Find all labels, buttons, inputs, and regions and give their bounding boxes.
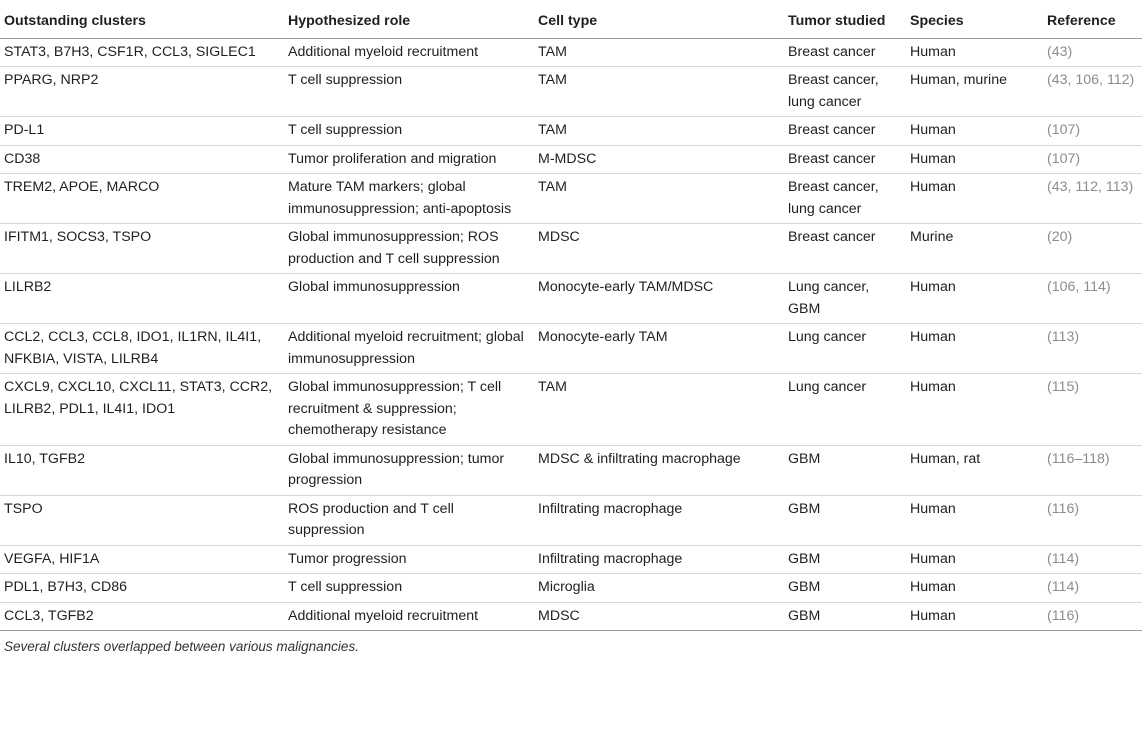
cell-species: Human, murine [906,67,1043,117]
cell-clusters: IL10, TGFB2 [0,445,284,495]
cell-clusters: STAT3, B7H3, CSF1R, CCL3, SIGLEC1 [0,38,284,67]
table-footnote: Several clusters overlapped between various malignancies. [4,639,359,654]
cell-reference: (43, 112, 113) [1043,174,1142,224]
cell-clusters: TREM2, APOE, MARCO [0,174,284,224]
cell-clusters: TSPO [0,495,284,545]
cell-type: Infiltrating macrophage [534,495,784,545]
cell-species: Human [906,274,1043,324]
cell-species: Human, rat [906,445,1043,495]
cell-clusters: IFITM1, SOCS3, TSPO [0,224,284,274]
table-row [0,545,1142,574]
cell-species: Human [906,602,1043,631]
cell-reference: (107) [1043,117,1142,146]
table-row [0,38,1142,67]
table-row [0,445,1142,495]
cell-tumor: GBM [784,574,906,603]
header-tumor-studied: Tumor studied [788,13,886,29]
cell-clusters: CXCL9, CXCL10, CXCL11, STAT3, CCR2, LILRB2, PDL1, IL4I1, IDO1 [0,374,284,446]
table-row [0,174,1142,224]
cell-tumor: Breast cancer [784,38,906,67]
cell-reference: (115) [1043,374,1142,446]
table-row [0,602,1142,631]
cell-reference: (114) [1043,574,1142,603]
table-row [0,324,1142,374]
cell-species: Human [906,38,1043,67]
cell-species: Human [906,495,1043,545]
cell-type: Monocyte-early TAM [534,324,784,374]
cell-clusters: PDL1, B7H3, CD86 [0,574,284,603]
cell-reference: (107) [1043,145,1142,174]
cell-clusters: PD-L1 [0,117,284,146]
cell-species: Human [906,174,1043,224]
table-row [0,67,1142,117]
table-row [0,274,1142,324]
cell-type: TAM [534,117,784,146]
cell-type: Microglia [534,574,784,603]
cell-reference: (113) [1043,324,1142,374]
cell-species: Human [906,545,1043,574]
table-row [0,145,1142,174]
table-row [0,224,1142,274]
cell-tumor: GBM [784,545,906,574]
cell-tumor: Breast cancer [784,117,906,146]
cell-reference: (114) [1043,545,1142,574]
header-reference: Reference [1047,13,1116,29]
header-species: Species [910,13,964,29]
cell-type: MDSC [534,224,784,274]
cell-reference: (106, 114) [1043,274,1142,324]
cell-clusters: CCL3, TGFB2 [0,602,284,631]
cell-type: TAM [534,174,784,224]
cell-role: T cell suppression [284,117,534,146]
cell-tumor: GBM [784,495,906,545]
cell-species: Human [906,574,1043,603]
cell-species: Human [906,145,1043,174]
cell-role: Additional myeloid recruitment [284,602,534,631]
cell-type: M-MDSC [534,145,784,174]
cell-role: T cell suppression [284,574,534,603]
cell-reference: (116) [1043,602,1142,631]
cell-clusters: CCL2, CCL3, CCL8, IDO1, IL1RN, IL4I1, NFKBIA, VISTA, LILRB4 [0,324,284,374]
cell-tumor: Lung cancer, GBM [784,274,906,324]
cell-role: Tumor proliferation and migration [284,145,534,174]
cell-role: Global immunosuppression; ROS production and T cell suppression [284,224,534,274]
cell-tumor: GBM [784,445,906,495]
table-row [0,117,1142,146]
cell-tumor: Breast cancer [784,145,906,174]
cell-tumor: Breast cancer, lung cancer [784,174,906,224]
cell-reference: (20) [1043,224,1142,274]
cell-species: Human [906,117,1043,146]
cell-clusters: VEGFA, HIF1A [0,545,284,574]
cell-type: Monocyte-early TAM/MDSC [534,274,784,324]
cell-role: T cell suppression [284,67,534,117]
cell-role: ROS production and T cell suppression [284,495,534,545]
cell-type: TAM [534,374,784,446]
cell-reference: (43, 106, 112) [1043,67,1142,117]
cell-tumor: Lung cancer [784,324,906,374]
cell-species: Human [906,324,1043,374]
cell-species: Human [906,374,1043,446]
table-header [0,6,1142,38]
cell-role: Additional myeloid recruitment [284,38,534,67]
cell-tumor: Breast cancer [784,224,906,274]
header-hypothesized-role: Hypothesized role [288,13,411,29]
header-cell-type: Cell type [538,13,598,29]
cell-reference: (116–118) [1043,445,1142,495]
cell-type: MDSC & infiltrating macrophage [534,445,784,495]
cell-type: TAM [534,67,784,117]
cell-tumor: Breast cancer, lung cancer [784,67,906,117]
cell-reference: (43) [1043,38,1142,67]
cell-clusters: CD38 [0,145,284,174]
cell-type: MDSC [534,602,784,631]
header-row [0,6,1142,38]
cell-role: Mature TAM markers; global immunosuppression; anti-apoptosis [284,174,534,224]
cell-clusters: PPARG, NRP2 [0,67,284,117]
cell-role: Global immunosuppression; T cell recruitment & suppression; chemotherapy resistance [284,374,534,446]
table-row [0,574,1142,603]
table-row [0,495,1142,545]
cell-role: Global immunosuppression [284,274,534,324]
table-row [0,374,1142,446]
cell-role: Global immunosuppression; tumor progression [284,445,534,495]
cell-tumor: GBM [784,602,906,631]
cell-species: Murine [906,224,1043,274]
clusters-table [0,6,1142,631]
cell-role: Additional myeloid recruitment; global immunosuppression [284,324,534,374]
header-outstanding-clusters: Outstanding clusters [4,13,146,29]
cell-type: TAM [534,38,784,67]
cell-reference: (116) [1043,495,1142,545]
cell-role: Tumor progression [284,545,534,574]
cell-clusters: LILRB2 [0,274,284,324]
table-body [0,38,1142,631]
cell-tumor: Lung cancer [784,374,906,446]
cell-type: Infiltrating macrophage [534,545,784,574]
